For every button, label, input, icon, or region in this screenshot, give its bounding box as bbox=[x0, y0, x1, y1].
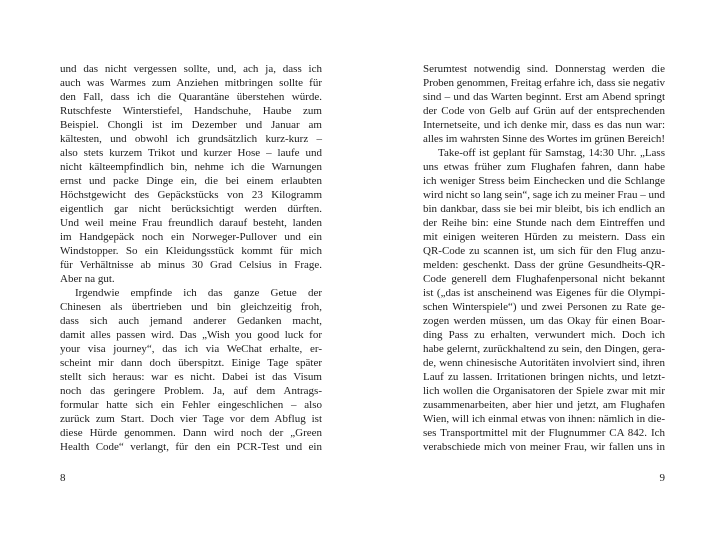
text-line-content: ses Transportmittel mit der Flugnummer CA 842. Ich bbox=[423, 427, 665, 439]
text-line bbox=[423, 146, 665, 160]
text-line bbox=[60, 174, 322, 188]
text-line bbox=[423, 356, 665, 370]
text-line-content: Wien, will ich einmal etwas von ihnen: nämlich in die- bbox=[423, 413, 665, 425]
right-page-text bbox=[423, 62, 665, 454]
text-line bbox=[423, 426, 665, 440]
text-line bbox=[423, 328, 665, 342]
text-line-content: also stets kurzem Trikot und kurzer Hose – laufe und bbox=[60, 147, 322, 159]
text-line bbox=[60, 440, 322, 454]
text-line-content: Internetseite, und ich denke mir, dass es das nun war: bbox=[423, 119, 665, 131]
text-line-content: der Code von Gelb auf Grün auf der entsprechenden bbox=[423, 105, 665, 117]
text-line bbox=[60, 62, 322, 76]
text-line bbox=[60, 300, 322, 314]
text-line bbox=[60, 384, 322, 398]
text-line-content: noch das geringere Problem. Ja, auf dem Antrags- bbox=[60, 385, 322, 397]
text-line-content: uns etwas früher zum Flughafen fahren, dann habe bbox=[423, 161, 665, 173]
text-line bbox=[423, 286, 665, 300]
left-page-number: 8 bbox=[60, 472, 66, 484]
text-line-content: auch was Warmes zum Anziehen mitbringen sollte für bbox=[60, 77, 322, 89]
text-line-content: melden: geschenkt. Dass der grüne Gesundheits-QR- bbox=[423, 259, 665, 271]
text-line-content: schen Winterspiele“) und zwei Personen zu Rate ge- bbox=[423, 301, 665, 313]
text-line-content: verabschiede mich von meiner Frau, wir fallen uns in bbox=[423, 441, 665, 453]
text-line bbox=[60, 412, 322, 426]
text-line-content: den Fall, dass ich die Quarantäne überstehen würde. bbox=[60, 91, 322, 103]
text-line bbox=[423, 216, 665, 230]
text-line bbox=[423, 174, 665, 188]
text-line-content: Beispiel. Chongli ist im Dezember und Januar am bbox=[60, 119, 322, 131]
text-line bbox=[423, 202, 665, 216]
text-line bbox=[423, 132, 665, 146]
text-line-content: Windstopper. So ein Kleidungsstück kommt für mich bbox=[60, 245, 322, 257]
text-line bbox=[60, 398, 322, 412]
text-line bbox=[423, 440, 665, 454]
text-line-content: Health Code“ verlangt, für den ein PCR-Test und ein bbox=[60, 441, 322, 453]
text-line bbox=[60, 314, 322, 328]
text-line-content: mit einigen weiteren Hürden zu meistern. Dass ein bbox=[423, 231, 665, 243]
text-line bbox=[60, 230, 322, 244]
text-line-content: lich wollen die Organisatoren der Spiele zwar mit mir bbox=[423, 385, 665, 397]
text-line bbox=[423, 342, 665, 356]
text-line bbox=[60, 216, 322, 230]
text-line-content: QR-Code zu scannen ist, um sich für den Flug anzu- bbox=[423, 245, 665, 257]
text-line bbox=[423, 230, 665, 244]
text-line bbox=[60, 160, 322, 174]
text-line bbox=[423, 370, 665, 384]
text-line-content: diese Hürde genommen. Dann wird noch der „Green bbox=[60, 427, 322, 439]
text-line bbox=[423, 160, 665, 174]
text-line-content: kältesten, und obwohl ich grundsätzlich kurz-kurz – bbox=[60, 133, 322, 145]
text-line bbox=[60, 370, 322, 384]
text-line bbox=[60, 146, 322, 160]
text-line bbox=[60, 202, 322, 216]
text-line bbox=[423, 300, 665, 314]
text-line-content: Aber na gut. bbox=[60, 273, 115, 285]
text-line bbox=[60, 426, 322, 440]
text-line-content: stellt sich heraus: war es nicht. Dabei ist das Visum bbox=[60, 371, 322, 383]
text-line-content: der Reihe bin: eine Stunde nach dem Eintreffen und bbox=[423, 217, 665, 229]
text-line-content: Chinesen als übertrieben und bin gleichzeitig froh, bbox=[60, 301, 322, 313]
left-page-text bbox=[60, 62, 322, 454]
text-line bbox=[60, 286, 322, 300]
text-line bbox=[423, 188, 665, 202]
text-line bbox=[423, 118, 665, 132]
text-line bbox=[60, 118, 322, 132]
text-line-content: alles im wahrsten Sinne des Wortes im grünen Bereich! bbox=[423, 133, 665, 145]
text-line-content: im Handgepäck noch ein Norweger-Pullover und ein bbox=[60, 231, 322, 243]
text-line bbox=[60, 328, 322, 342]
text-line bbox=[423, 258, 665, 272]
text-line bbox=[60, 76, 322, 90]
text-line bbox=[423, 76, 665, 90]
text-line-content: und das nicht vergessen sollte, und, ach ja, dass ich bbox=[60, 63, 322, 75]
text-line-content: für Verhältnisse ab minus 30 Grad Celsius in Frage. bbox=[60, 259, 322, 271]
text-line-content: ernst und packe Dinge ein, die bei einem erlaubten bbox=[60, 175, 322, 187]
text-line bbox=[60, 272, 322, 286]
text-line-content: dass sich auch jemand anderer Gedanken macht, bbox=[60, 315, 322, 327]
text-line-content: ich weniger Stress beim Einchecken und die Schlange bbox=[423, 175, 665, 187]
text-line bbox=[423, 384, 665, 398]
text-line bbox=[423, 62, 665, 76]
text-line bbox=[423, 244, 665, 258]
text-line-content: ding Pass zu erhalten, verwundert mich. Doch ich bbox=[423, 329, 665, 341]
text-line-content: damit alles passen wird. Das „Wish you good luck for bbox=[60, 329, 322, 341]
text-line bbox=[60, 90, 322, 104]
text-line-content: habe gelernt, zurückhaltend zu sein, den Dingen, gera- bbox=[423, 343, 665, 355]
text-line-content: de, wenn chinesische Autoritäten involviert sind, ihren bbox=[423, 357, 665, 369]
text-line bbox=[423, 412, 665, 426]
text-line bbox=[60, 132, 322, 146]
text-line-content: scheint mir dann doch überspitzt. Einige Tage später bbox=[60, 357, 322, 369]
text-line-content: eigentlich gar nicht berücksichtigt werden dürften. bbox=[60, 203, 322, 215]
text-line bbox=[423, 398, 665, 412]
text-line-content: wird nicht so lang sein“, sage ich zu meiner Frau – und bbox=[423, 189, 665, 201]
text-line-content: zusammenarbeiten, aber hier und jetzt, am Flughafen bbox=[423, 399, 665, 411]
text-line bbox=[423, 104, 665, 118]
text-line-content: Take-off ist geplant für Samstag, 14:30 Uhr. „Lass bbox=[438, 147, 665, 159]
text-line-content: Rutschfeste Winterstiefel, Handschuhe, Haube zum bbox=[60, 105, 322, 117]
text-line-content: zogen werden müssen, um das Okay für einen Boar- bbox=[423, 315, 665, 327]
text-line-content: nicht kälteempfindlich bin, nehme ich die Warnungen bbox=[60, 161, 322, 173]
text-line-content: your visa journey“, das ich via WeChat erhalte, er- bbox=[60, 343, 322, 355]
text-line bbox=[423, 272, 665, 286]
text-line-content: ist („das ist anscheinend was Eigenes für die Olympi- bbox=[423, 287, 665, 299]
text-line bbox=[60, 188, 322, 202]
text-line bbox=[423, 314, 665, 328]
text-line-content: Lauf zu lassen. Irritationen bringen nichts, und letzt- bbox=[423, 371, 665, 383]
text-line bbox=[423, 90, 665, 104]
text-line-content: Irgendwie empfinde ich das ganze Getue der bbox=[75, 287, 322, 299]
text-line bbox=[60, 244, 322, 258]
text-line-content: Serumtest notwendig sind. Donnerstag werden die bbox=[423, 63, 665, 75]
text-line bbox=[60, 258, 322, 272]
text-line-content: zurück zum Start. Doch vier Tage vor dem Abflug ist bbox=[60, 413, 322, 425]
text-line bbox=[60, 356, 322, 370]
text-line-content: formular hatte sich ein Fehler eingeschlichen – also bbox=[60, 399, 322, 411]
text-line-content: sind – und das Warten beginnt. Erst am Abend springt bbox=[423, 91, 665, 103]
right-page-number: 9 bbox=[659, 472, 665, 484]
text-line-content: Und weil meine Frau freundlich darauf besteht, landen bbox=[60, 217, 322, 229]
text-line-content: Proben genommen, Freitag erfahre ich, dass sie negativ bbox=[423, 77, 666, 89]
text-line-content: Höchstgewicht des Gepäckstücks von 23 Kilogramm bbox=[60, 189, 322, 201]
text-line-content: Code generell dem Flughafenpersonal nicht bekannt bbox=[423, 273, 665, 285]
text-line bbox=[60, 104, 322, 118]
text-line bbox=[60, 342, 322, 356]
text-line-content: bin dankbar, dass sie bei mir bleibt, bis ich endlich an bbox=[423, 203, 665, 215]
